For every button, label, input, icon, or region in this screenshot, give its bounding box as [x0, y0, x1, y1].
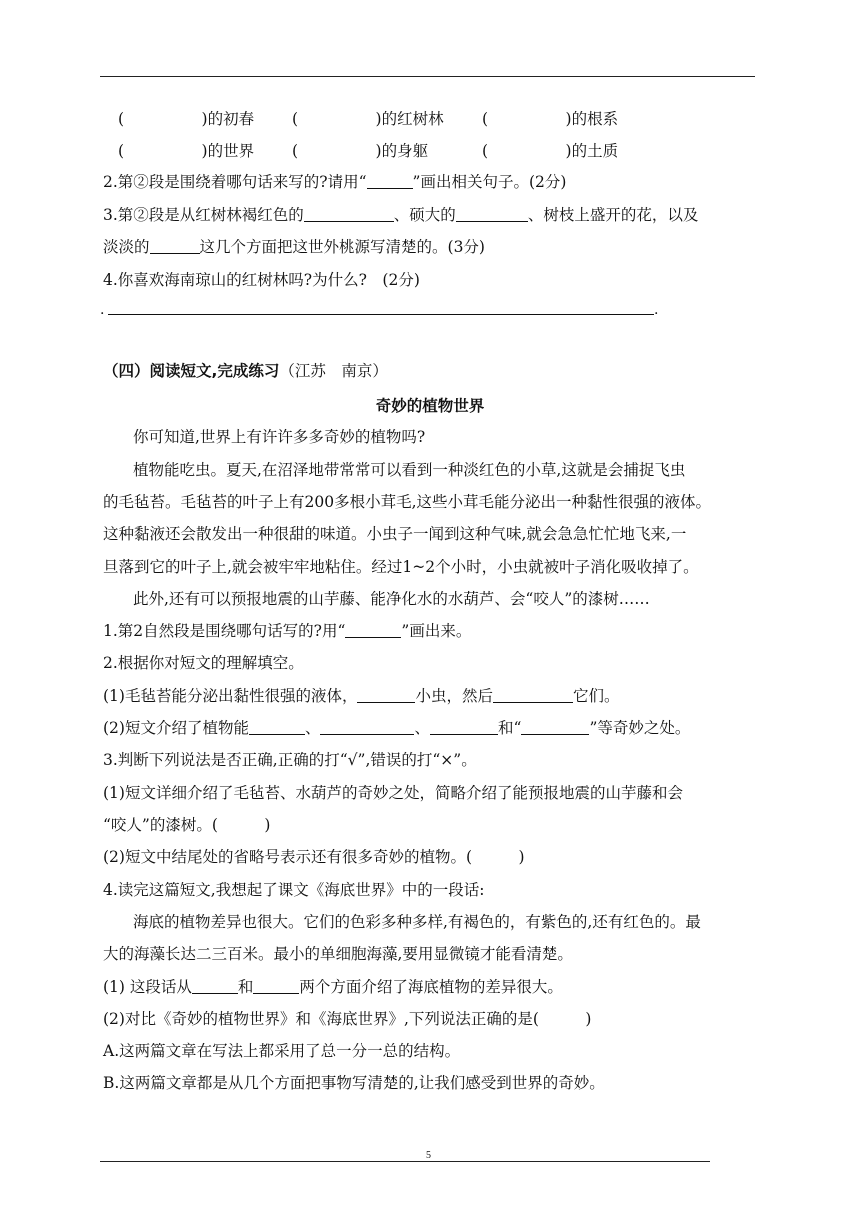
option-a[interactable]: A.这两篇文章在写法上都采用了总一分一总的结构。 [103, 1042, 461, 1060]
answer-blank[interactable] [192, 978, 238, 994]
article-paragraph-2-line: 的毛毡苔。毛毡苔的叶子上有200多根小茸毛,这些小茸毛能分泌出一种黏性很强的液体。 [103, 493, 712, 511]
section-heading: （四）阅读短文,完成练习（江苏 南京） [103, 362, 388, 380]
s4-question-4-1: (1) 这段话从 和 两个方面介绍了海底植物的差异很大。 [103, 978, 563, 996]
answer-blank[interactable] [430, 719, 498, 735]
answer-blank[interactable] [320, 719, 414, 735]
quoted-paragraph: 海底的植物差异也很大。它们的色彩多种多样,有褐色的，有紫色的,还有红色的。最 [133, 913, 701, 931]
s4-question-3-2: (2)短文中结尾处的省略号表示还有很多奇妙的植物。( ) [103, 848, 525, 866]
s4-question-1: 1.第2自然段是围绕哪句话写的?用“ ”画出来。 [103, 622, 472, 640]
grid-cell: ( )的世界 [118, 142, 255, 160]
article-paragraph-2: 植物能吃虫。夏天,在沼泽地带常常可以看到一种淡红色的小草,这就是会捕捉飞虫 [133, 461, 686, 479]
answer-blank[interactable] [456, 206, 528, 222]
grid-cell: ( )的根系 [482, 110, 619, 128]
article-paragraph-2-line: 旦落到它的叶子上,就会被牢牢地粘住。经过1~2个小时，小虫就被叶子消化吸收掉了。 [103, 558, 699, 576]
page-number: 5 [426, 1150, 431, 1161]
answer-blank[interactable] [521, 719, 589, 735]
grid-cell: ( )的身躯 [292, 142, 429, 160]
s4-question-4: 4.读完这篇短文,我想起了课文《海底世界》中的一段话: [103, 881, 485, 899]
article-paragraph-3: 此外,还有可以预报地震的山芋藤、能净化水的水葫芦、会“咬人”的漆树…… [133, 590, 650, 608]
s4-question-3-1-cont: “咬人”的漆树。( ) [103, 816, 271, 834]
option-b[interactable]: B.这两篇文章都是从几个方面把事物写清楚的,让我们感受到世界的奇妙。 [103, 1074, 605, 1092]
s4-question-2-1: (1)毛毡苔能分泌出黏性很强的液体， 小虫，然后 它们。 [103, 687, 620, 705]
s4-question-2-2: (2)短文介绍了植物能 、 、 和“ ”等奇妙之处。 [103, 719, 691, 737]
header-rule [100, 76, 755, 77]
question-4: 4.你喜欢海南琼山的红树林吗?为什么? (2分) [103, 271, 420, 289]
answer-blank[interactable] [367, 173, 413, 189]
article-paragraph-2-line: 这种黏液还会散发出一种很甜的味道。小虫子一闻到这种气味,就会急急忙忙地飞来,一 [103, 525, 687, 543]
article-title: 奇妙的植物世界 [375, 397, 485, 415]
article-paragraph-1: 你可知道,世界上有许许多多奇妙的植物吗? [133, 428, 426, 446]
answer-blank[interactable] [253, 978, 299, 994]
answer-blank[interactable] [249, 719, 305, 735]
footer-rule [100, 1161, 710, 1162]
answer-line-start: . [100, 302, 105, 318]
answer-blank[interactable] [357, 687, 415, 703]
answer-blank[interactable] [150, 238, 200, 254]
question-3: 3.第②段是从红树林褐红色的 、硕大的 、树枝上盛开的花，以及 [103, 206, 699, 224]
grid-cell: ( )的红树林 [292, 110, 444, 128]
question-3-cont: 淡淡的 这几个方面把这世外桃源写清楚的。(3分) [103, 238, 485, 256]
grid-cell: ( )的初春 [118, 110, 255, 128]
answer-blank[interactable] [493, 687, 573, 703]
answer-line-end: . [654, 302, 659, 318]
s4-question-3-1: (1)短文详细介绍了毛毡苔、水葫芦的奇妙之处，简略介绍了能预报地震的山芋藤和会 [103, 784, 683, 802]
answer-line[interactable] [108, 314, 654, 315]
s4-question-4-2: (2)对比《奇妙的植物世界》和《海底世界》,下列说法正确的是( ) [103, 1010, 592, 1028]
answer-blank[interactable] [304, 206, 394, 222]
grid-cell: ( )的土质 [482, 142, 619, 160]
quoted-paragraph-line: 大的海藻长达二三百米。最小的单细胞海藻,要用显微镜才能看清楚。 [103, 945, 573, 963]
question-2: 2.第②段是围绕着哪句话来写的?请用“ ”画出相关句子。(2分) [103, 173, 567, 191]
s4-question-3: 3.判断下列说法是否正确,正确的打“√”,错误的打“×”。 [103, 751, 477, 769]
answer-blank[interactable] [345, 622, 401, 638]
s4-question-2: 2.根据你对短文的理解填空。 [103, 654, 304, 672]
